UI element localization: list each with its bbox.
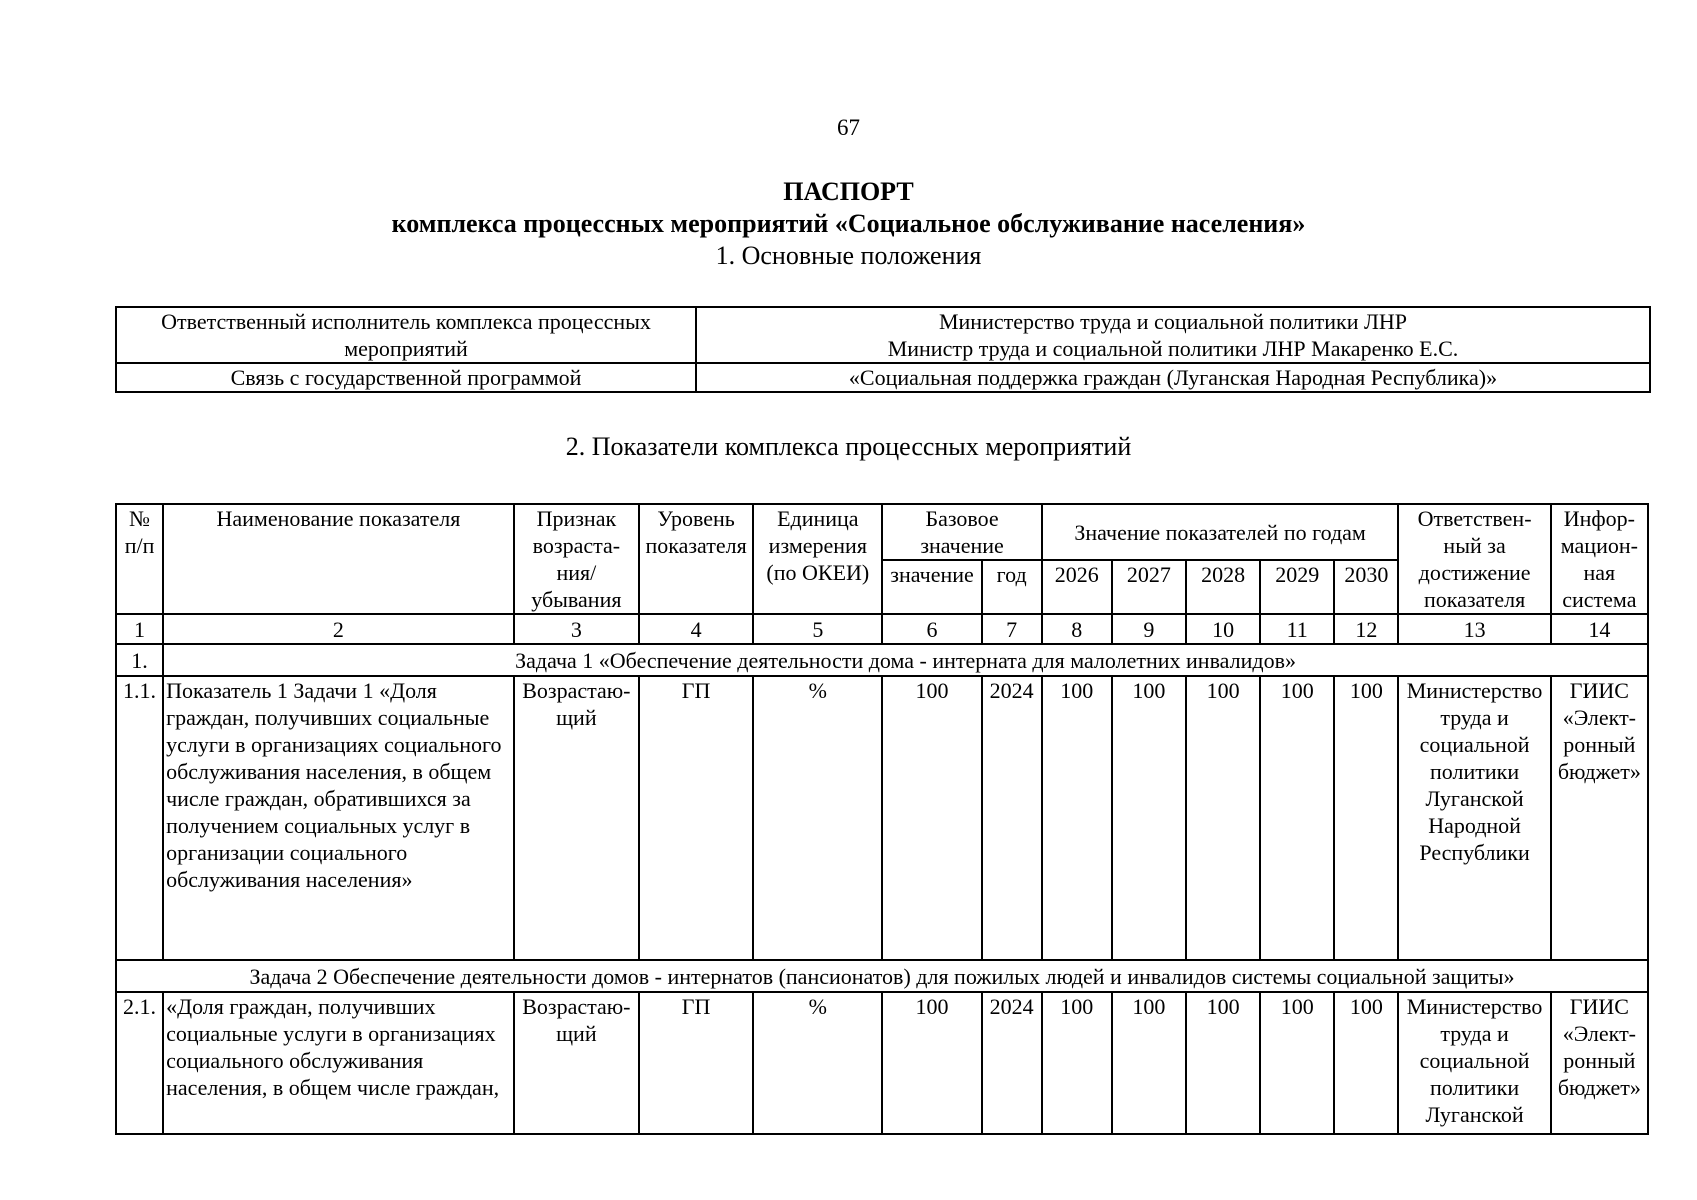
task-1-title: Задача 1 «Обеспечение деятельности дома - интерната для малолетних инвалидов» bbox=[163, 644, 1648, 676]
header-sign: Признак возраста-ния/ убывания bbox=[514, 504, 639, 614]
base-value: 100 bbox=[882, 992, 981, 1134]
value-2030: 100 bbox=[1334, 676, 1398, 960]
header-years-group: Значение показателей по годам bbox=[1042, 504, 1399, 560]
column-number-row bbox=[116, 614, 1648, 644]
col-number: 3 bbox=[514, 614, 639, 644]
col-number: 12 bbox=[1334, 614, 1398, 644]
indicator-level: ГП bbox=[639, 992, 753, 1134]
base-year: 2024 bbox=[982, 676, 1042, 960]
header-base-value: значение bbox=[882, 560, 981, 614]
basic-info-table bbox=[115, 306, 1651, 393]
col-number: 8 bbox=[1042, 614, 1112, 644]
col-number: 6 bbox=[882, 614, 981, 644]
header-base-year: год bbox=[982, 560, 1042, 614]
indicator-unit: % bbox=[753, 676, 882, 960]
indicators-table bbox=[115, 503, 1649, 1135]
value-2029: 100 bbox=[1260, 992, 1334, 1134]
col-number: 7 bbox=[982, 614, 1042, 644]
col-number: 10 bbox=[1186, 614, 1260, 644]
col-number: 13 bbox=[1398, 614, 1550, 644]
indicator-level: ГП bbox=[639, 676, 753, 960]
indicator-sign: Возрастаю-щий bbox=[514, 992, 639, 1134]
col-number: 4 bbox=[639, 614, 753, 644]
base-value: 100 bbox=[882, 676, 981, 960]
value-2028: 100 bbox=[1186, 676, 1260, 960]
header-2029: 2029 bbox=[1260, 560, 1334, 614]
base-year: 2024 bbox=[982, 992, 1042, 1134]
info-row-program bbox=[116, 363, 1650, 392]
indicator-name: «Доля граждан, получивших социальные услуги в организациях социального обслуживания населения, в общем числе граждан, bbox=[163, 992, 514, 1134]
header-responsible: Ответствен-ный за достижение показателя bbox=[1398, 504, 1550, 614]
col-number: 5 bbox=[753, 614, 882, 644]
task-2-title: Задача 2 Обеспечение деятельности домов - интернатов (пансионатов) для пожилых людей и инвалидов системы социальной защиты» bbox=[116, 960, 1648, 992]
row-num: 1.1. bbox=[116, 676, 163, 960]
value-2026: 100 bbox=[1042, 992, 1112, 1134]
header-2030: 2030 bbox=[1334, 560, 1398, 614]
row-num: 2.1. bbox=[116, 992, 163, 1134]
indicator-row-2-1 bbox=[116, 992, 1648, 1134]
responsible-body: Министерство труда и социальной политики Луганской bbox=[1398, 992, 1550, 1134]
col-number: 2 bbox=[163, 614, 514, 644]
document-subtitle: комплекса процессных мероприятий «Социальное обслуживание населения» bbox=[391, 209, 1306, 238]
document-title: ПАСПОРТ bbox=[783, 177, 914, 206]
value-2027: 100 bbox=[1112, 992, 1186, 1134]
col-number: 1 bbox=[116, 614, 163, 644]
header-2027: 2027 bbox=[1112, 560, 1186, 614]
task-1-num: 1. bbox=[116, 644, 163, 676]
section-2-heading: 2. Показатели комплекса процессных мероприятий bbox=[565, 432, 1132, 461]
header-level: Уровень показателя bbox=[639, 504, 753, 614]
executor-value bbox=[696, 307, 1650, 363]
responsible-body: Министерство труда и социальной политики Луганской Народной Республики bbox=[1398, 676, 1550, 960]
value-2027: 100 bbox=[1112, 676, 1186, 960]
header-num: № п/п bbox=[116, 504, 163, 614]
header-base: Базовое значение bbox=[882, 504, 1041, 560]
info-system: ГИИС «Элект-ронный бюджет» bbox=[1551, 992, 1648, 1134]
page-number: 67 bbox=[837, 115, 860, 140]
executor-label: Ответственный исполнитель комплекса процессных мероприятий bbox=[116, 307, 696, 363]
indicator-unit: % bbox=[753, 992, 882, 1134]
indicator-sign: Возрастаю-щий bbox=[514, 676, 639, 960]
task-2-row bbox=[116, 960, 1648, 992]
info-system: ГИИС «Элект-ронный бюджет» bbox=[1551, 676, 1648, 960]
section-1-heading: 1. Основные положения bbox=[715, 241, 982, 270]
value-2026: 100 bbox=[1042, 676, 1112, 960]
title-block bbox=[0, 176, 1697, 272]
indicator-row-1-1 bbox=[116, 676, 1648, 960]
col-number: 11 bbox=[1260, 614, 1334, 644]
value-2030: 100 bbox=[1334, 992, 1398, 1134]
header-2026: 2026 bbox=[1042, 560, 1112, 614]
executor-minister: Министр труда и социальной политики ЛНР Макаренко Е.С. bbox=[887, 336, 1459, 361]
executor-ministry: Министерство труда и социальной политики ЛНР bbox=[938, 309, 1408, 334]
value-2028: 100 bbox=[1186, 992, 1260, 1134]
task-1-row bbox=[116, 644, 1648, 676]
header-row-1 bbox=[116, 504, 1648, 560]
header-2028: 2028 bbox=[1186, 560, 1260, 614]
indicator-name: Показатель 1 Задачи 1 «Доля граждан, получивших социальные услуги в организациях социального обслуживания населения, в общем числе граждан, обратившихся за получением социальных услуг в организации социального обслуживания населения» bbox=[163, 676, 514, 960]
col-number: 14 bbox=[1551, 614, 1648, 644]
program-value: «Социальная поддержка граждан (Луганская Народная Республика)» bbox=[696, 363, 1650, 392]
value-2029: 100 bbox=[1260, 676, 1334, 960]
col-number: 9 bbox=[1112, 614, 1186, 644]
program-label: Связь с государственной программой bbox=[116, 363, 696, 392]
header-unit: Единица измерения (по ОКЕИ) bbox=[753, 504, 882, 614]
header-info-system: Инфор-мацион-ная система bbox=[1551, 504, 1648, 614]
header-name: Наименование показателя bbox=[163, 504, 514, 614]
info-row-executor bbox=[116, 307, 1650, 363]
